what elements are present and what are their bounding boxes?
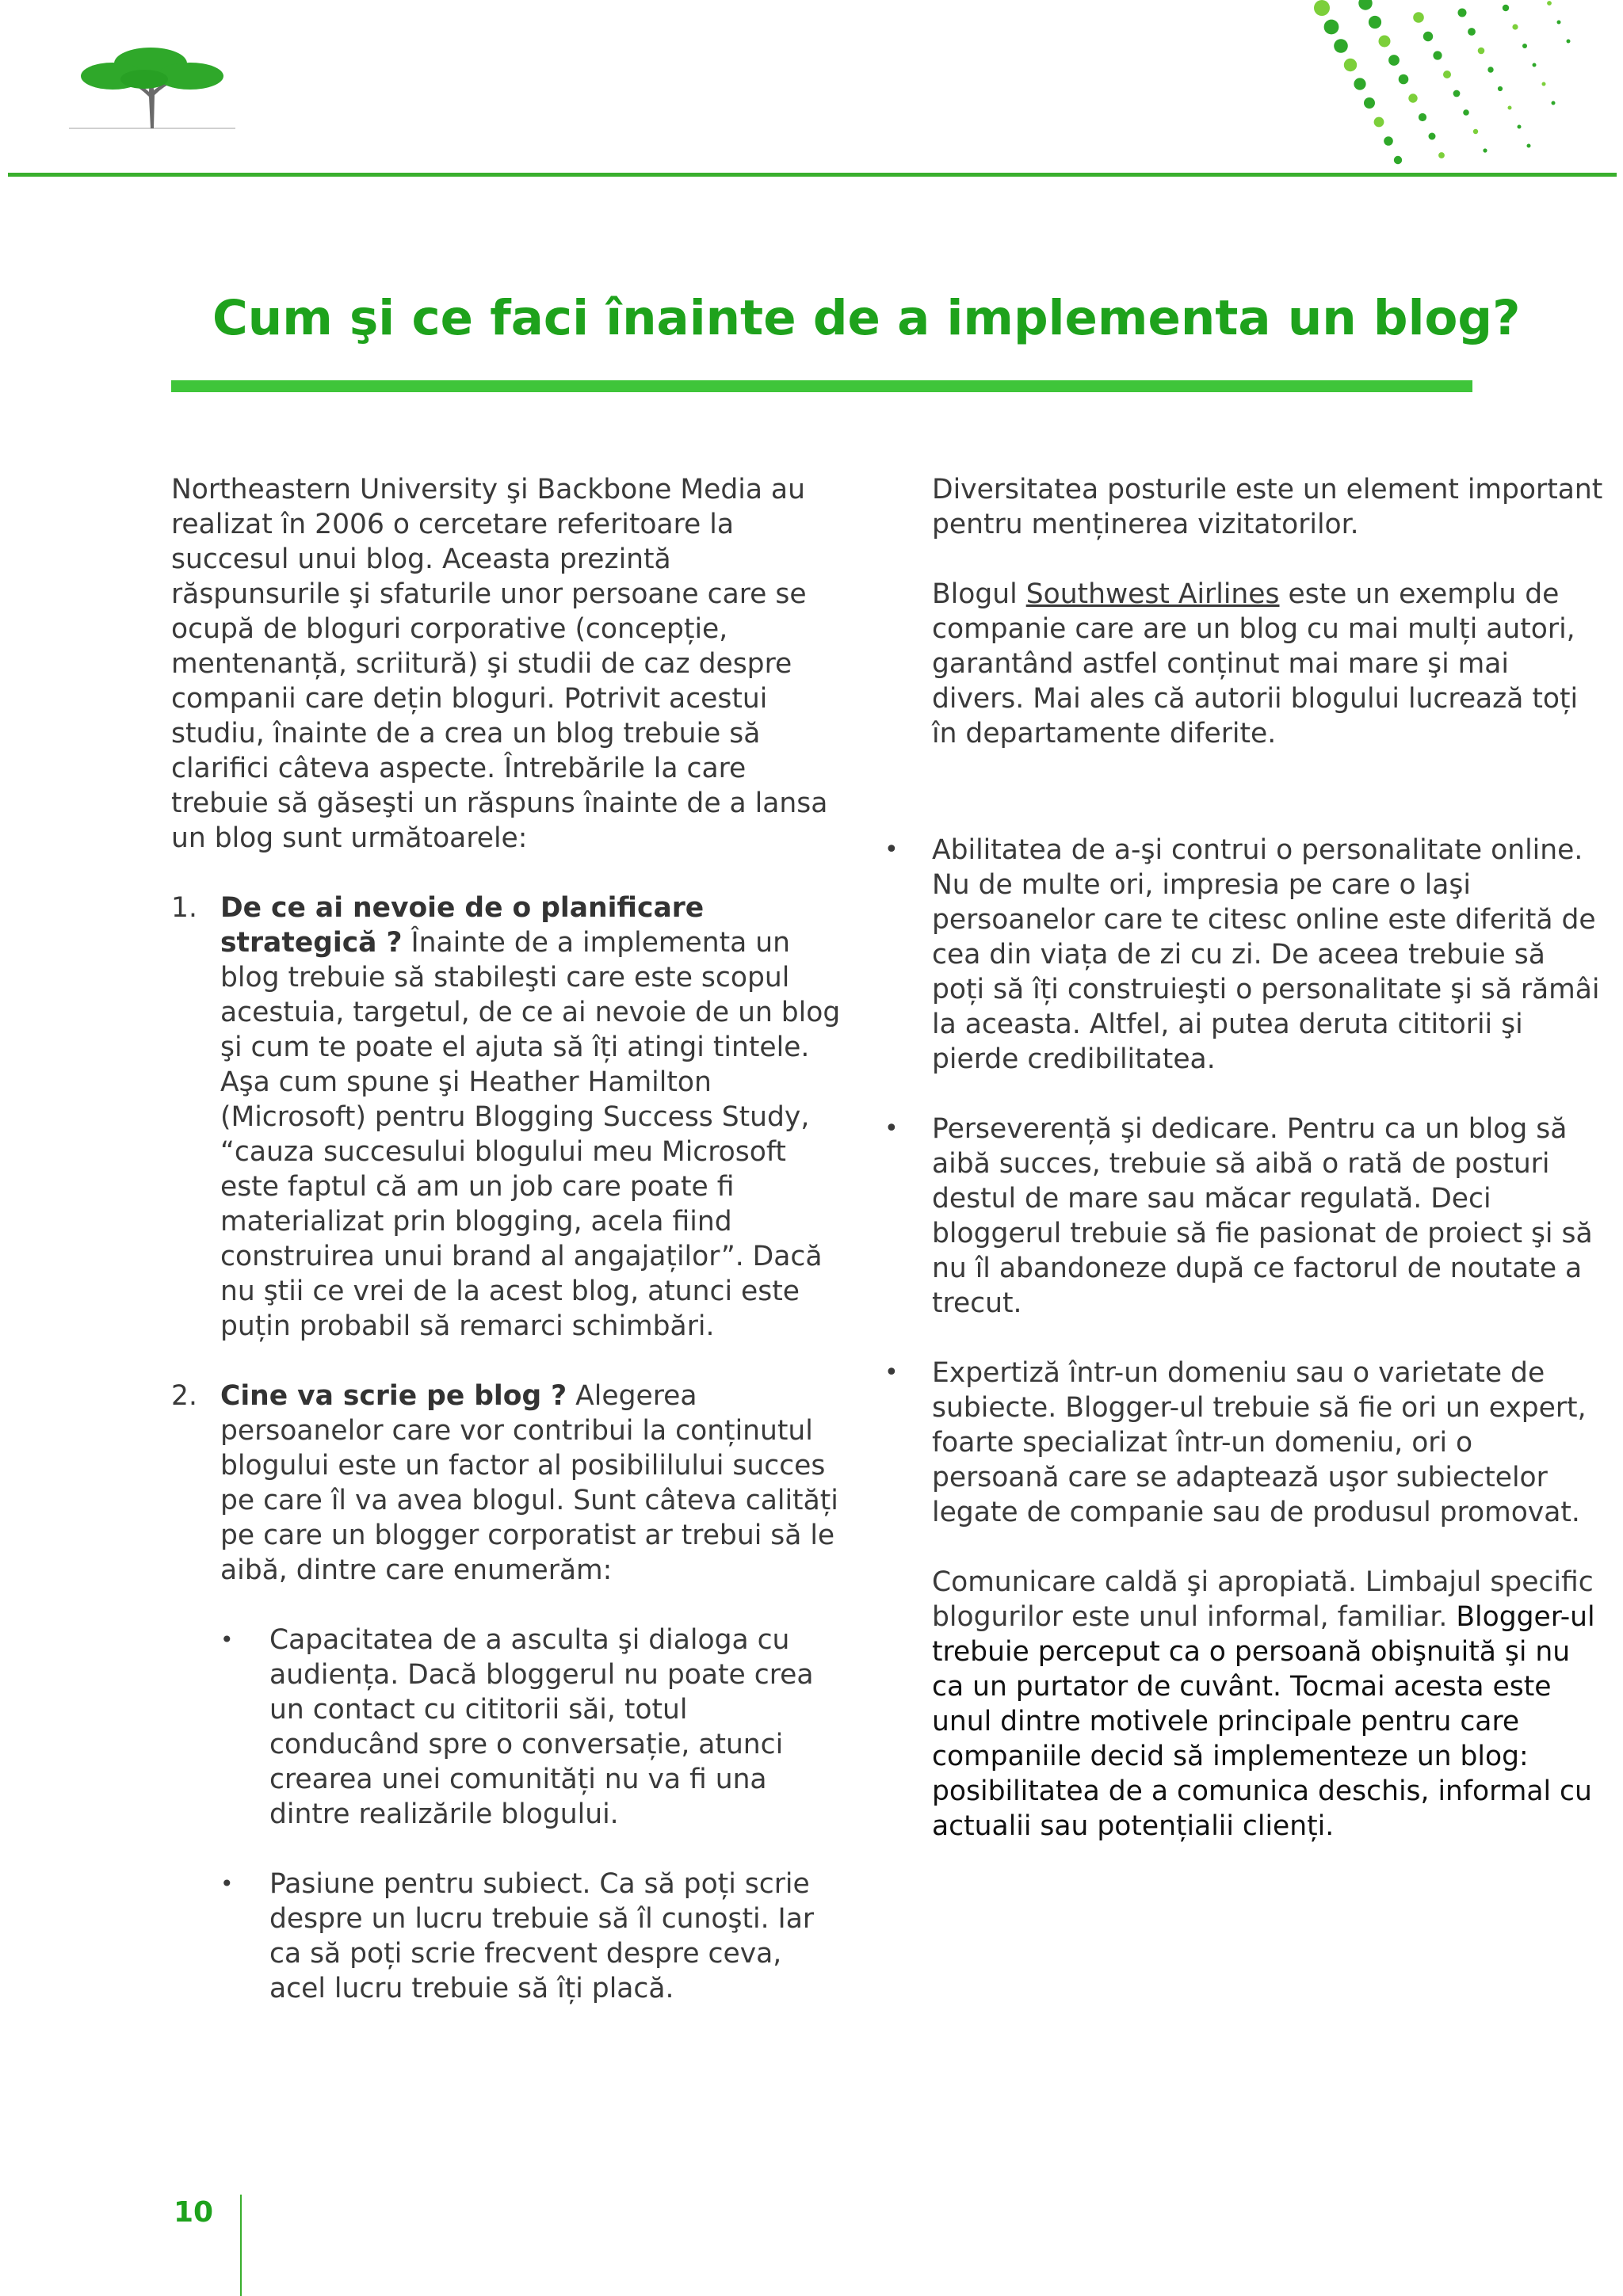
page-number: 10 [174,2196,214,2229]
bullet-item [884,1112,1606,1321]
item-text: Înainte de a implementa un blog trebuie să stabileşti care este scopul acestuia, targetul, de ce ai nevoie de un blog şi cum te poate el ajuta să îți atingi tintele. Aşa cum spune şi Heather Hamilton (Microsoft) pentru Blogging Success Study, “cauza succesului blogului meu Microsoft este faptul că am un job care poate fi materializat prin blogging, acela fiind construirea unui brand al angajaților”. Dacă nu ştii ce vrei de la acest blog, atunci este puțin probabil să remarci schimbări. [220,927,841,1342]
item-heading: Cine va scrie pe blog ? [220,1380,567,1412]
dot-pattern-decoration [1290,0,1623,170]
sub-bullet-item [171,1623,845,1832]
item-heading: De ce ai nevoie de o planificare strategică ? [220,892,705,959]
page-title: Cum şi ce faci înainte de a implementa un blog? [212,290,1521,346]
diversity-paragraph: Diversitatea posturile este un element important pentru menținerea vizitatorilor. [932,474,1603,540]
right-column [884,472,1606,1844]
bullet-text: Expertiză într-un domeniu sau o varietate de subiecte. Blogger-ul trebuie să fie ori un expert, foarte specializat într-un domeniu, ori o persoană care se adaptează uşor subiectelor legate de companie sau de produsul promovat. [932,1357,1587,1528]
bullet-text: Abilitatea de a-şi contrui o personalitate online. Nu de multe ori, impresia pe care o laşi persoanelor care te citesc online este diferită de cea din viața de zi cu zi. De aceea trebuie să poți să îți construieşti o personalitate şi să rămâi la aceasta. Altfel, ai putea deruta cititorii şi pierde credibilitatea. [932,834,1600,1075]
communication-paragraph [932,1565,1606,1844]
southwest-paragraph [932,577,1606,751]
paragraph-text: este un exemplu de companie care are un blog cu mai mulți autori, garantând astfel conținut mai mare şi mai divers. Mai ales că autorii blogului lucrează toți în departamente diferite. [932,578,1579,749]
bullet-icon: • [220,1627,234,1653]
bullet-icon: • [884,1115,899,1142]
intro-paragraph: Northeastern University şi Backbone Media au realizat în 2006 o cercetare referitoare la succesul unui blog. Aceasta prezintă răspunsurile şi sfaturile unor persoane care se ocupă de bloguri corporative (concepție, mentenanță, scriitură) şi studii de caz despre companii care dețin bloguri. Potrivit acestui studiu, înainte de a crea un blog trebuie să clarifici câteva aspecte. Întrebările la care trebuie să găseşti un răspuns înainte de a lansa un blog sunt următoarele: [171,474,828,854]
bullet-icon: • [220,1871,234,1897]
paragraph-text: Comunicare caldă şi apropiată. Limbajul specific blogurilor este unul informal, familiar. [932,1566,1594,1633]
bullet-icon: • [884,1359,899,1386]
bullet-icon: • [884,836,899,864]
paragraph-text: Blogul [932,578,1026,610]
footer-rule [240,2195,242,2296]
numbered-item-1 [171,891,845,1344]
left-column [171,472,845,2006]
sub-bullet-item [171,1867,845,2006]
item-text: Alegerea persoanelor care vor contribui la conținutul blogului este un factor al posibililului succes pe care îl va avea blogul. Sunt câteva calități pe care un blogger corporatist ar trebui să le aibă, dintre care enumerăm: [220,1380,838,1586]
southwest-airlines-link[interactable]: Southwest Airlines [1025,578,1280,610]
sub-bullet-text: Capacitatea de a asculta şi dialoga cu audiența. Dacă bloggerul nu poate crea un contact cu cititorii săi, totul conducând spre o conversație, atunci crearea unei comunități nu va fi una dintre realizările blogului. [269,1624,814,1830]
item-number: 2. [171,1380,197,1412]
tree-logo-icon [65,40,239,139]
sub-bullet-text: Pasiune pentru subiect. Ca să poți scrie despre un lucru trebuie să îl cunoşti. Iar ca să poți scrie frecvent despre ceva, acel lucru trebuie să îți placă. [269,1868,815,2004]
bullet-text: Perseverență şi dedicare. Pentru ca un blog să aibă succes, trebuie să aibă o rată de posturi destul de mare sau măcar regulată. Deci bloggerul trebuie să fie pasionat de proiect şi să nu îl abandoneze după ce factorul de noutate a trecut. [932,1113,1593,1319]
paragraph-text: Blogger-ul trebuie perceput ca o persoană obişnuită şi nu ca un purtator de cuvânt. Tocmai acesta este unul dintre motivele principale pentru care companiile decid să implementeze un blog: posibilitatea de a comunica deschis, informal cu actualii sau potențialii clienți. [932,1601,1595,1842]
header-rule [8,173,1617,177]
bullet-item [884,1356,1606,1530]
numbered-item-2 [171,1379,845,1588]
item-number: 1. [171,892,197,924]
bullet-item [884,833,1606,1077]
title-underline-bar [171,380,1472,392]
